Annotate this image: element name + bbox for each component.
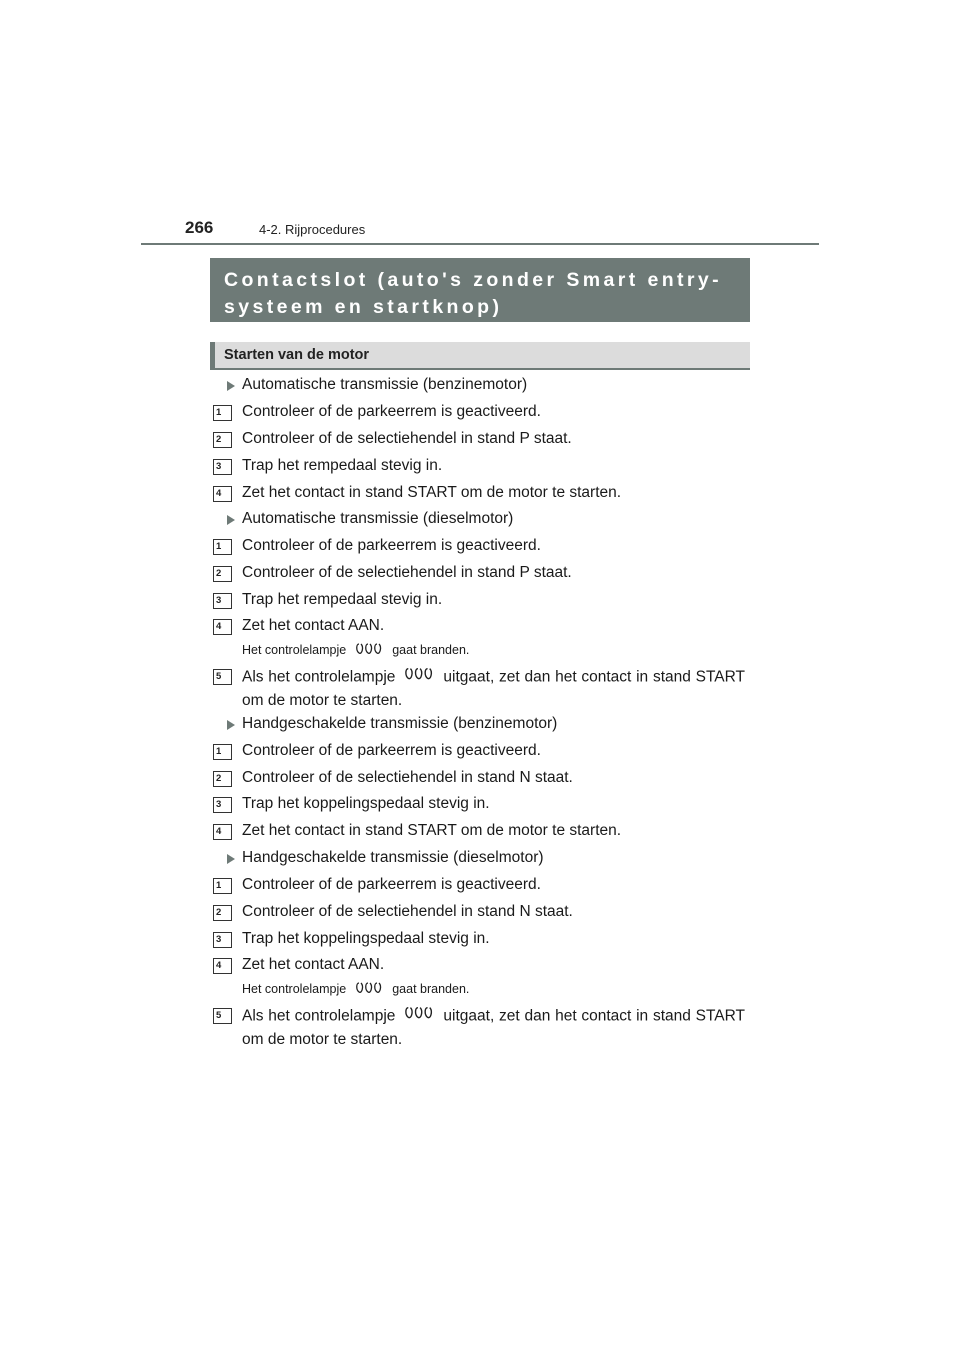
glow-plug-indicator-icon [355,980,383,999]
section-title-banner [210,258,750,322]
group-heading-text: Automatische transmissie (dieselmotor) [242,510,514,527]
arrow-right-icon [227,854,235,864]
glow-plug-indicator-icon [404,1004,434,1029]
step-text-before: Als het controlelampje [242,1007,396,1025]
step-text: Trap het rempedaal stevig in. [242,591,443,608]
step-text: Trap het rempedaal stevig in. [242,457,443,474]
step-number-badge: 2 [213,432,232,448]
section-title-line-2: systeem en startknop) [224,296,503,318]
subsection-heading [210,342,750,370]
glow-plug-indicator-icon [355,641,383,660]
step-text: Zet het contact in stand START om de motor te starten. [242,822,622,839]
step-number-badge: 3 [213,932,232,948]
step-number-badge: 3 [213,593,232,609]
step-text [242,665,745,712]
step-note-text [242,980,469,999]
step-number-badge: 4 [213,824,232,840]
step-text: Controleer of de selectiehendel in stand P staat. [242,430,572,447]
section-title-line-1: Contactslot (auto's zonder Smart entry- [224,269,723,291]
step-number-badge: 4 [213,958,232,974]
step-number-badge: 2 [213,905,232,921]
step-text-after: uitgaat, zet dan het contact in stand START om de motor te starten. [242,668,745,709]
group-heading-text: Automatische transmissie (benzinemotor) [242,376,528,393]
arrow-right-icon [227,720,235,730]
step-number-badge: 1 [213,744,232,760]
step-text: Controleer of de parkeerrem is geactiveerd. [242,876,541,893]
arrow-right-icon [227,381,235,391]
step-number-badge: 1 [213,878,232,894]
group-heading-text: Handgeschakelde transmissie (dieselmotor) [242,849,544,866]
arrow-right-icon [227,515,235,525]
step-number-badge: 3 [213,459,232,475]
step-text: Controleer of de selectiehendel in stand N staat. [242,903,573,920]
step-text [242,1004,745,1051]
step-text: Zet het contact in stand START om de motor te starten. [242,484,622,501]
step-text: Controleer of de selectiehendel in stand P staat. [242,564,572,581]
page-number: 266 [185,218,214,237]
section-breadcrumb: 4-2. Rijprocedures [259,222,366,237]
glow-plug-indicator-icon [404,665,434,690]
step-number-badge: 4 [213,486,232,502]
step-text-before: Als het controlelampje [242,668,396,686]
note-text-after: gaat branden. [392,642,470,657]
step-text: Zet het contact AAN. [242,617,385,634]
step-text: Controleer of de parkeerrem is geactiveerd. [242,742,541,759]
step-number-badge: 5 [213,669,232,685]
step-text: Controleer of de parkeerrem is geactiveerd. [242,403,541,420]
header-divider [141,243,819,245]
step-text-after: uitgaat, zet dan het contact in stand START om de motor te starten. [242,1007,745,1048]
step-number-badge: 4 [213,619,232,635]
step-number-badge: 1 [213,539,232,555]
step-note-text [242,641,469,660]
step-text: Trap het koppelingspedaal stevig in. [242,930,490,947]
subsection-title: Starten van de motor [224,347,370,363]
step-text: Trap het koppelingspedaal stevig in. [242,795,490,812]
step-number-badge: 1 [213,405,232,421]
group-heading-text: Handgeschakelde transmissie (benzinemotor) [242,715,558,732]
note-text-before: Het controlelampje [242,981,347,996]
subsection-accent-bar [210,342,215,368]
step-text: Controleer of de selectiehendel in stand N staat. [242,769,573,786]
step-text: Zet het contact AAN. [242,956,385,973]
step-number-badge: 3 [213,797,232,813]
step-text: Controleer of de parkeerrem is geactiveerd. [242,537,541,554]
note-text-before: Het controlelampje [242,642,347,657]
step-number-badge: 5 [213,1008,232,1024]
step-number-badge: 2 [213,566,232,582]
note-text-after: gaat branden. [392,981,470,996]
step-number-badge: 2 [213,771,232,787]
